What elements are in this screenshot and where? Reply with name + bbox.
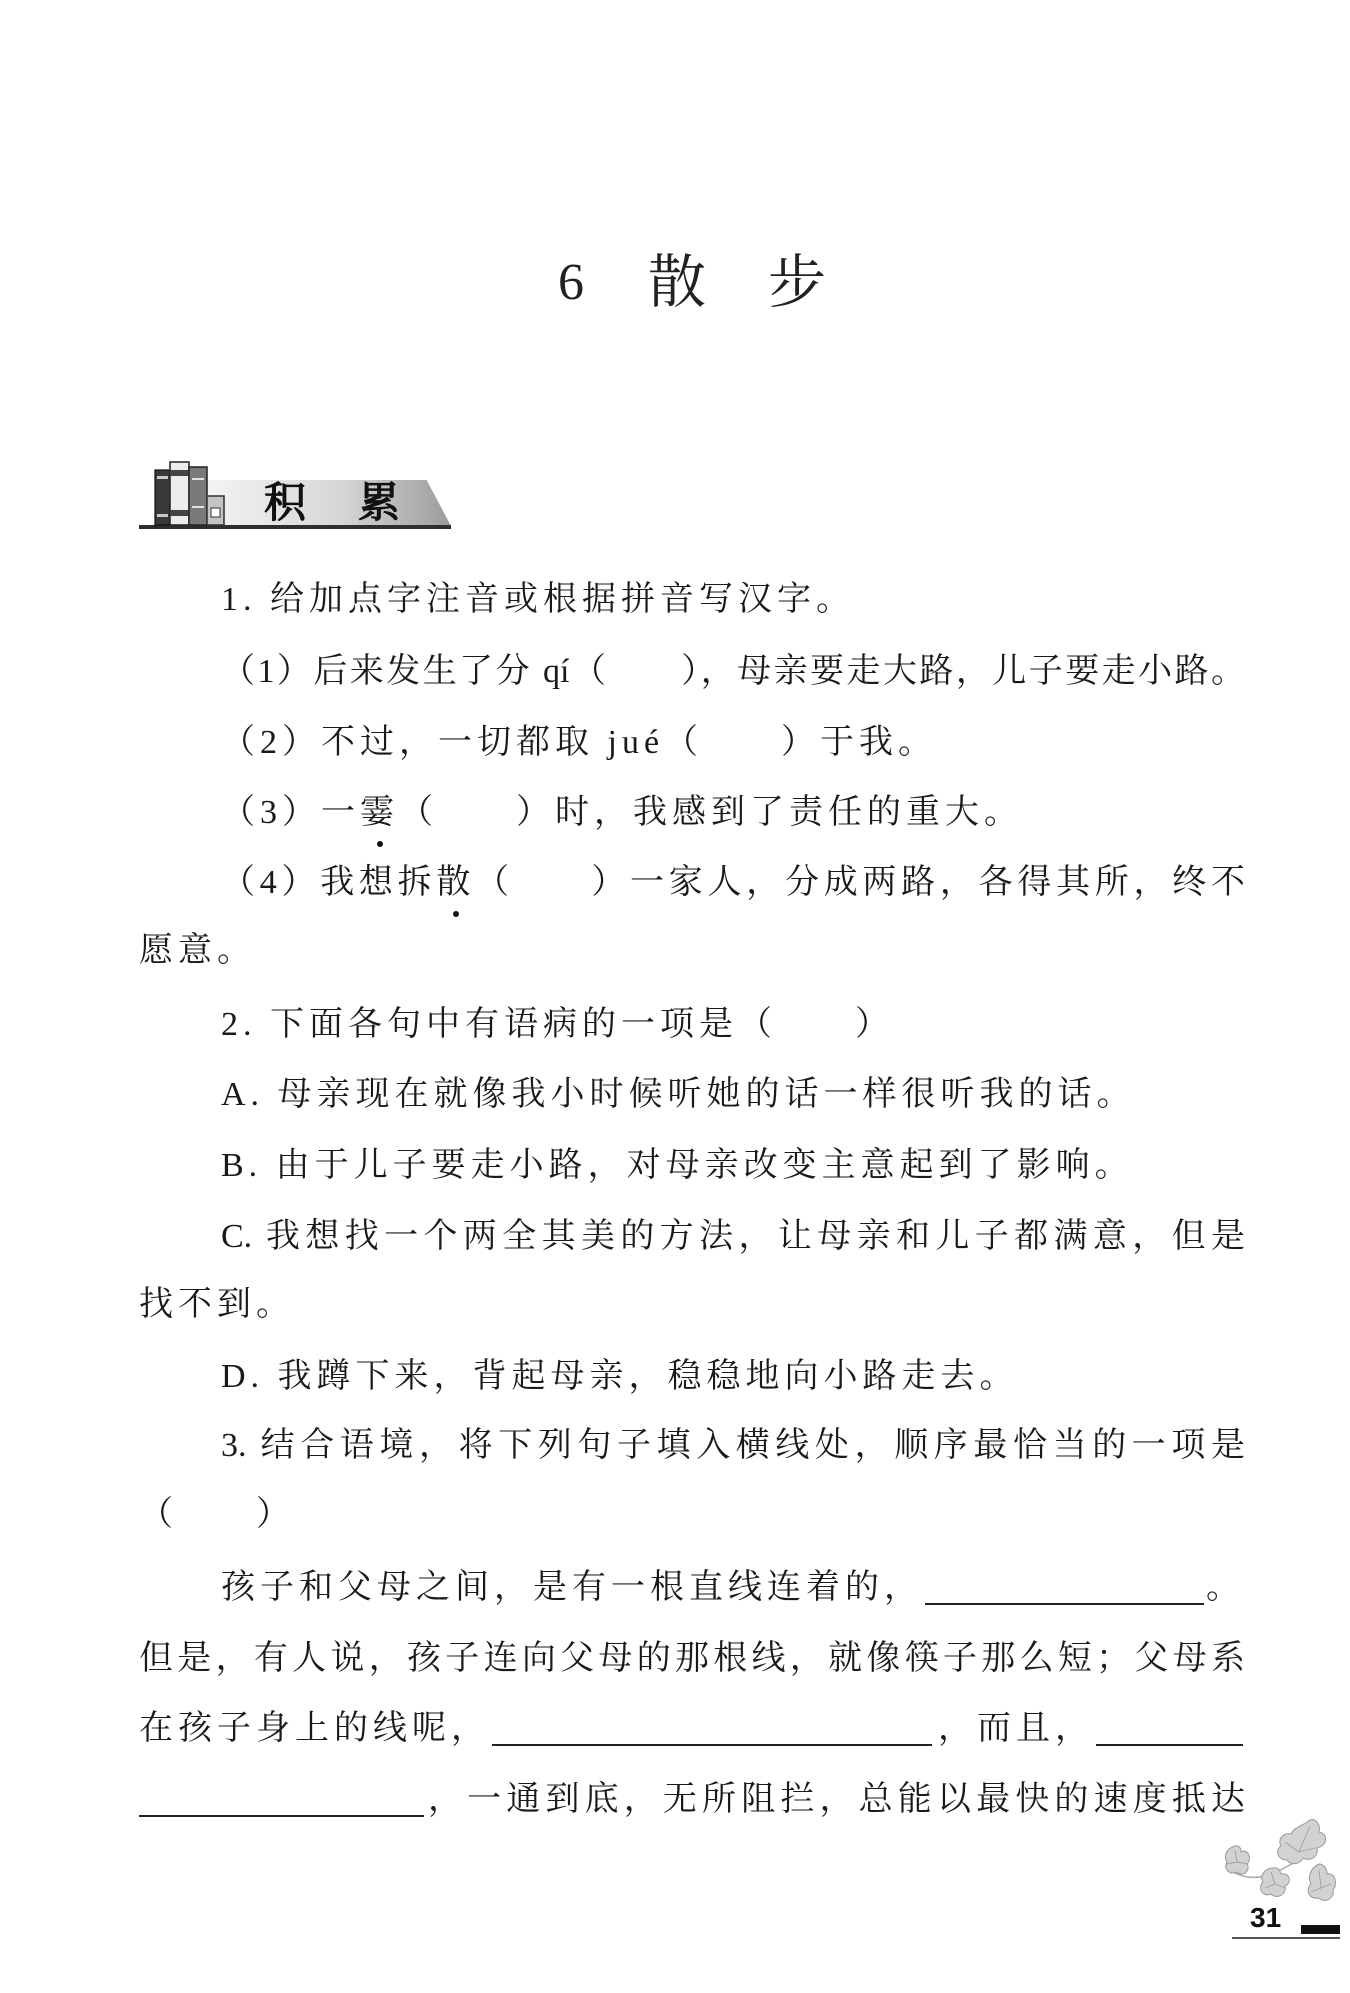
question-1-item-1: （1）后来发生了分 qí（ ），母亲要走大路，儿子要走小路。 bbox=[221, 653, 1245, 690]
page-number-rule bbox=[1232, 1937, 1340, 1939]
books-icon bbox=[151, 458, 231, 528]
question-2-option-c: C. 我想找一个两全其美的方法，让母亲和儿子都满意，但是 bbox=[221, 1218, 1245, 1255]
item-4-text-before: （4）我想拆 bbox=[221, 864, 437, 901]
emphasized-char: 散 bbox=[436, 864, 476, 901]
page-number-bar bbox=[1301, 1925, 1340, 1934]
answer-blank-line bbox=[925, 1603, 1204, 1605]
section-banner bbox=[139, 460, 451, 532]
emphasized-char: 霎 bbox=[360, 794, 399, 831]
question-2-option-d: D. 我蹲下来，背起母亲，稳稳地向小路走去。 bbox=[221, 1358, 1019, 1395]
item-3-text-after: （ ）时，我感到了责任的重大。 bbox=[399, 794, 1023, 831]
question-2-option-c-continued: 找不到。 bbox=[139, 1286, 295, 1323]
passage-line-2: 但是，有人说，孩子连向父母的那根线，就像筷子那么短；父母系 bbox=[139, 1640, 1245, 1677]
question-2-stem: 2. 下面各句中有语病的一项是（ ） bbox=[221, 1006, 894, 1043]
passage-text: ，而且， bbox=[938, 1710, 1094, 1747]
passage-text: 在孩子身上的线呢， bbox=[139, 1710, 490, 1747]
question-3-answer-parens: （ ） bbox=[139, 1496, 295, 1533]
passage-text: ，一通到底，无所阻拦，总能以最快的速度抵达 bbox=[428, 1781, 1245, 1818]
passage-line-1 bbox=[221, 1565, 1245, 1611]
passage-text: 。 bbox=[1206, 1569, 1245, 1606]
passage-line-3 bbox=[139, 1706, 1245, 1752]
question-1-item-4 bbox=[221, 860, 1245, 906]
leaf-decoration-icon bbox=[1215, 1812, 1340, 1912]
question-1-item-3 bbox=[221, 790, 1023, 836]
passage-text: 孩子和父母之间，是有一根直线连着的， bbox=[221, 1569, 923, 1606]
question-3-stem: 3. 结合语境，将下列句子填入横线处，顺序最恰当的一项是 bbox=[221, 1427, 1245, 1464]
lesson-number: 6 bbox=[558, 254, 584, 311]
question-1-stem: 1. 给加点字注音或根据拼音写汉字。 bbox=[221, 581, 855, 618]
answer-blank-line bbox=[492, 1744, 932, 1746]
question-2-option-a: A. 母亲现在就像我小时候听她的话一样很听我的话。 bbox=[221, 1076, 1136, 1113]
question-1-item-2: （2）不过，一切都取 jué（ ）于我。 bbox=[221, 724, 938, 761]
passage-line-4 bbox=[139, 1777, 1245, 1823]
lesson-title: 散步 bbox=[648, 250, 889, 315]
question-2-option-b: B. 由于儿子要走小路，对母亲改变主意起到了影响。 bbox=[221, 1147, 1134, 1184]
question-1-item-4-continued: 愿意。 bbox=[139, 932, 256, 969]
page-number: 31 bbox=[1250, 1902, 1282, 1933]
item-4-text-after: （ ）一家人，分成两路，各得其所，终不 bbox=[475, 864, 1246, 901]
section-title: 积累 bbox=[264, 481, 453, 527]
answer-blank-line bbox=[139, 1815, 424, 1817]
item-3-text-before: （3）一 bbox=[221, 794, 360, 831]
answer-blank-line bbox=[1096, 1744, 1243, 1746]
